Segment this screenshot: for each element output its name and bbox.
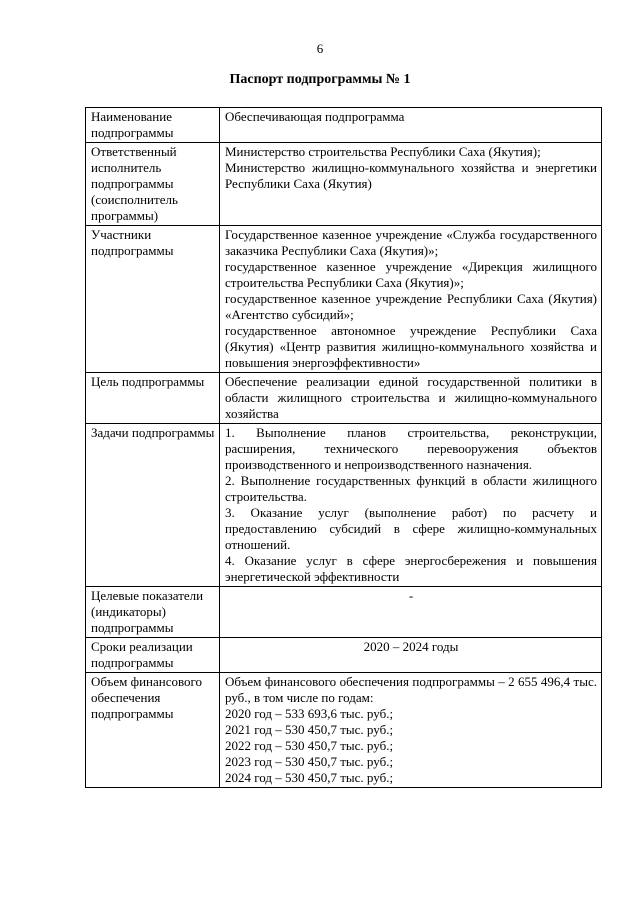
table-row [86, 226, 602, 373]
row-value [220, 226, 602, 373]
value-line: 2021 год – 530 450,7 тыс. руб.; [225, 722, 394, 737]
page-number: 6 [316, 41, 324, 56]
value-line: 1. Выполнение планов строительства, реконструкции, расширения, технического перевооружения объектов производственного и непроизводственного назначения. [225, 425, 597, 472]
value-line: государственное казенное учреждение «Дирекция жилищного строительства Республики Саха (Якутия)»; [225, 259, 597, 290]
row-label: Объем финансового обеспечения подпрограммы [86, 673, 220, 788]
row-value [220, 373, 602, 424]
value-line: 2022 год – 530 450,7 тыс. руб.; [225, 738, 394, 753]
table-row [86, 638, 602, 673]
row-value [220, 673, 602, 788]
row-label: Участники подпрограммы [86, 226, 220, 373]
value-line: Министерство строительства Республики Саха (Якутия); [225, 144, 541, 159]
row-value [220, 108, 602, 143]
row-label: Цель подпрограммы [86, 373, 220, 424]
value-line: государственное автономное учреждение Республики Саха (Якутия) «Центр развития жилищно-коммунального хозяйства и повышения энергоэффективности» [225, 323, 597, 370]
value-line: 2. Выполнение государственных функций в области жилищного строительства. [225, 473, 597, 504]
row-label: Задачи подпрограммы [86, 424, 220, 587]
page-title: Паспорт подпрограммы № 1 [229, 72, 411, 87]
value-line: 2024 год – 530 450,7 тыс. руб.; [225, 770, 394, 785]
row-label: Сроки реализации подпрограммы [86, 638, 220, 673]
value-line: Объем финансового обеспечения подпрограммы – 2 655 496,4 тыс. руб., в том числе по годам: [225, 674, 597, 705]
table-row [86, 108, 602, 143]
row-value [220, 424, 602, 587]
row-value: - [220, 587, 602, 638]
value-line: Министерство жилищно-коммунального хозяйства и энергетики Республики Саха (Якутия) [225, 160, 597, 191]
value-line: Государственное казенное учреждение «Служба государственного заказчика Республики Саха (Якутия)»; [225, 227, 597, 258]
value-line: Обеспечивающая подпрограмма [225, 109, 405, 124]
value-line: 2020 год – 533 693,6 тыс. руб.; [225, 706, 394, 721]
table-row [86, 424, 602, 587]
table-row [86, 373, 602, 424]
value-line: Обеспечение реализации единой государственной политики в области жилищного строительства и жилищно-коммунального хозяйства [225, 374, 597, 421]
value-line: 3. Оказание услуг (выполнение работ) по расчету и предоставлению субсидий в сфере жилищно-коммунальных отношений. [225, 505, 597, 552]
value-line: государственное казенное учреждение Республики Саха (Якутия) «Агентство субсидий»; [225, 291, 597, 322]
row-label: Целевые показатели (индикаторы) подпрограммы [86, 587, 220, 638]
table-row [86, 143, 602, 226]
table-row [86, 673, 602, 788]
row-value: 2020 – 2024 годы [220, 638, 602, 673]
table-row [86, 587, 602, 638]
row-value [220, 143, 602, 226]
row-label: Ответственный исполнитель подпрограммы (соисполнитель программы) [86, 143, 220, 226]
row-label: Наименование подпрограммы [86, 108, 220, 143]
passport-table [85, 107, 602, 788]
value-line: 2023 год – 530 450,7 тыс. руб.; [225, 754, 394, 769]
value-line: 4. Оказание услуг в сфере энергосбережения и повышения энергетической эффективности [225, 553, 597, 584]
